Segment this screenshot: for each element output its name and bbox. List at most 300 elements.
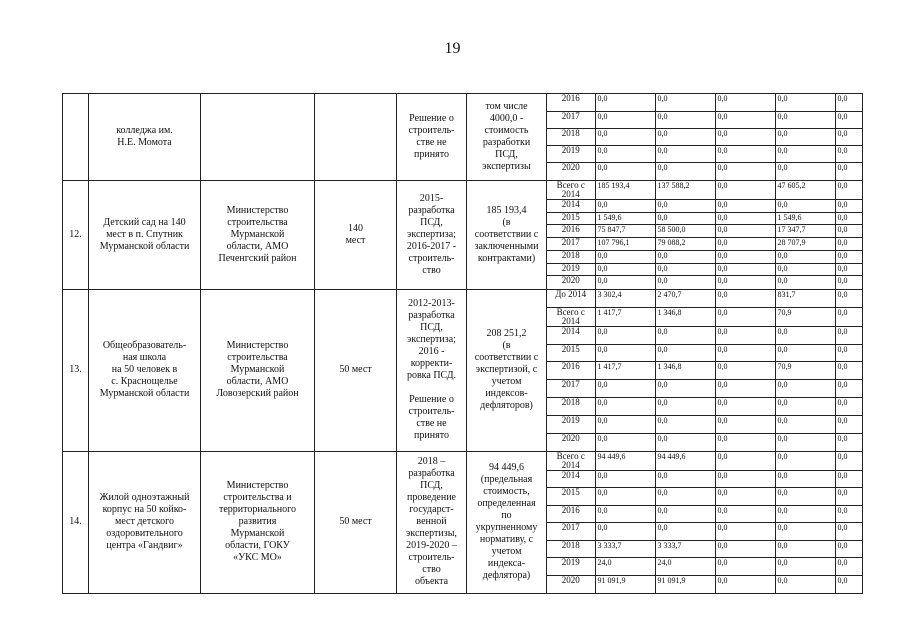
amount-cell: 0,0: [595, 433, 655, 451]
year-subtable: [547, 181, 863, 289]
amount-cell: 0,0: [655, 380, 715, 398]
amount-cell: 0,0: [655, 470, 715, 488]
year-subtable: [547, 94, 863, 180]
amount-cell: 3 333,7: [655, 540, 715, 558]
amount-cell: 0,0: [775, 488, 835, 506]
stage-line: ровка ПСД.: [406, 370, 457, 382]
amount-cell: 0,0: [835, 111, 863, 128]
stage-line: [399, 382, 464, 394]
stage-line: 2018 –: [417, 456, 446, 468]
amount-cell: 0,0: [835, 452, 863, 471]
object-name-line: Мурманской области: [99, 240, 190, 252]
year-label: 2020: [547, 433, 595, 451]
year-row: [547, 250, 863, 263]
executor-line: территориального: [218, 504, 297, 516]
table-row: [63, 180, 863, 289]
amount-cell: 0,0: [655, 212, 715, 225]
year-row: [547, 380, 863, 398]
year-row: [547, 212, 863, 225]
amount-cell: 0,0: [715, 398, 775, 416]
year-label: 2018: [547, 128, 595, 145]
year-row: [547, 128, 863, 145]
amount-cell: 0,0: [595, 326, 655, 344]
executor-line: строительства и: [223, 492, 292, 504]
amount-cell: 0,0: [835, 470, 863, 488]
amount-cell: 0,0: [835, 326, 863, 344]
year-label: Всего с 2014: [547, 307, 595, 326]
capacity: [315, 451, 397, 593]
row-number: 13.: [63, 289, 89, 451]
year-row: [547, 398, 863, 416]
cost-line: разработки: [482, 136, 531, 148]
object-name-line: ная школа: [122, 352, 167, 364]
amount-cell: 0,0: [715, 111, 775, 128]
year-label: 2020: [547, 163, 595, 180]
amount-cell: 0,0: [655, 263, 715, 276]
amount-cell: 0,0: [595, 94, 655, 111]
object-name-line: оздоровительного: [106, 528, 183, 540]
amount-cell: 1 346,8: [655, 307, 715, 326]
amount-cell: 91 091,9: [655, 575, 715, 593]
amount-cell: 0,0: [595, 415, 655, 433]
capacity-line: 140: [348, 222, 363, 234]
year-row: [547, 505, 863, 523]
amount-cell: 0,0: [595, 250, 655, 263]
executor: [201, 94, 315, 181]
amount-cell: 1 417,7: [595, 362, 655, 380]
amount-cell: 0,0: [835, 505, 863, 523]
object-name-line: с. Краснощелье: [111, 376, 178, 388]
amount-cell: 0,0: [715, 523, 775, 541]
amount-cell: 0,0: [655, 111, 715, 128]
executor-line: области, ГОКУ: [225, 540, 290, 552]
stage-line: экспертизы,: [406, 528, 457, 540]
amount-cell: 0,0: [595, 111, 655, 128]
cost-line: ПСД,: [495, 148, 518, 160]
amount-cell: 0,0: [655, 488, 715, 506]
amount-cell: 0,0: [715, 276, 775, 289]
amount-cell: 0,0: [595, 505, 655, 523]
amount-cell: 0,0: [655, 398, 715, 416]
amount-cell: 0,0: [835, 380, 863, 398]
executor: [201, 289, 315, 451]
amount-cell: 0,0: [655, 146, 715, 163]
amount-cell: 0,0: [715, 575, 775, 593]
amount-cell: 0,0: [655, 276, 715, 289]
capacity: [315, 180, 397, 289]
amount-cell: 0,0: [655, 199, 715, 212]
year-label: 2014: [547, 199, 595, 212]
executor-line: Мурманской: [230, 364, 285, 376]
amount-cell: 0,0: [835, 250, 863, 263]
stage-line: стве не: [416, 418, 447, 430]
amount-cell: 0,0: [775, 415, 835, 433]
amount-cell: 0,0: [715, 238, 775, 251]
row-number: 14.: [63, 451, 89, 593]
stage-line: строитель-: [408, 124, 455, 136]
amount-cell: 0,0: [837, 433, 848, 443]
amount-cell: 47 605,2: [775, 181, 835, 200]
cost-line: индексов-: [485, 388, 528, 400]
year-label: 2015: [547, 344, 595, 362]
amount-cell: 0,0: [775, 398, 835, 416]
amount-cell: 0,0: [655, 415, 715, 433]
executor-line: Ловозерский район: [216, 388, 299, 400]
year-row: [547, 225, 863, 238]
year-row: [547, 94, 863, 111]
object-name-line: Детский сад на 140: [103, 216, 186, 228]
stage-line: 2016 -: [418, 346, 445, 358]
year-label: 2020: [547, 276, 595, 289]
amount-cell: 24,0: [655, 558, 715, 576]
object-name-line: колледжа им.: [116, 124, 173, 136]
year-label: 2016: [547, 94, 595, 111]
stage-line: венной: [416, 516, 447, 528]
year-label: 2017: [547, 238, 595, 251]
amount-cell: 0,0: [835, 94, 863, 111]
amount-cell: 58 500,0: [655, 225, 715, 238]
amount-cell: 3 333,7: [595, 540, 655, 558]
amount-cell: 0,0: [595, 523, 655, 541]
amount-cell: 0,0: [775, 433, 835, 451]
year-label: 2018: [547, 540, 595, 558]
amount-cell: 0,0: [837, 276, 848, 286]
cost-line: 208 251,2: [486, 328, 527, 340]
amount-cell: 0,0: [837, 575, 848, 585]
year-row: [547, 415, 863, 433]
cost-line: определенная: [477, 498, 536, 510]
amount-cell: 0,0: [775, 94, 835, 111]
amount-cell: 0,0: [835, 181, 863, 200]
amount-cell: 0,0: [835, 290, 863, 308]
stage: [397, 94, 467, 181]
amount-cell: 1 549,6: [595, 212, 655, 225]
amount-cell: 0,0: [835, 415, 863, 433]
object-name: [89, 289, 201, 451]
object-name-line: мест детского: [115, 516, 174, 528]
object-name-line: мест в п. Спутник: [106, 228, 183, 240]
capacity-line: 50 мест: [339, 364, 372, 376]
cost: [467, 289, 547, 451]
cost-line: соответствии с: [474, 352, 539, 364]
funding-by-year: [547, 180, 863, 289]
year-row: [547, 344, 863, 362]
object-name: [89, 94, 201, 181]
amount-cell: 1 549,6: [775, 212, 835, 225]
stage: [397, 451, 467, 593]
amount-cell: 0,0: [775, 344, 835, 362]
amount-cell: 0,0: [715, 558, 775, 576]
stage-line: Решение о: [409, 112, 454, 124]
funding-by-year: [547, 289, 863, 451]
cost-line: экспертизой, с: [475, 364, 538, 376]
amount-cell: 0,0: [595, 146, 655, 163]
amount-cell: 0,0: [595, 263, 655, 276]
year-subtable: [547, 452, 863, 593]
table-row: [63, 94, 863, 181]
stage-line: ПСД,: [420, 480, 443, 492]
year-row: [547, 433, 863, 451]
stage-line: строитель-: [408, 552, 455, 564]
amount-cell: 0,0: [655, 326, 715, 344]
stage-line: ство: [422, 564, 441, 576]
amount-cell: 79 088,2: [655, 238, 715, 251]
year-label: 2019: [547, 558, 595, 576]
capacity: [315, 94, 397, 181]
stage-line: экспертиза;: [407, 334, 456, 346]
funding-by-year: [547, 94, 863, 181]
amount-cell: 0,0: [715, 452, 775, 471]
amount-cell: 1 346,8: [655, 362, 715, 380]
amount-cell: 0,0: [715, 181, 775, 200]
year-row: [547, 575, 863, 593]
amount-cell: 0,0: [775, 326, 835, 344]
amount-cell: 0,0: [715, 250, 775, 263]
capacity-line: мест: [345, 234, 366, 246]
amount-cell: 0,0: [715, 290, 775, 308]
year-label: 2015: [547, 488, 595, 506]
cost-line: (в: [502, 340, 511, 352]
amount-cell: 0,0: [715, 225, 775, 238]
cost-line: 185 193,4: [486, 204, 527, 216]
year-row: [547, 488, 863, 506]
amount-cell: 0,0: [595, 163, 655, 180]
year-row: [547, 146, 863, 163]
table-row: [63, 289, 863, 451]
year-label: 2018: [547, 398, 595, 416]
amount-cell: 70,9: [775, 307, 835, 326]
amount-cell: 0,0: [655, 128, 715, 145]
year-label: 2017: [547, 111, 595, 128]
year-row: [547, 523, 863, 541]
amount-cell: 0,0: [835, 307, 863, 326]
cost-line: дефляторов): [480, 400, 533, 412]
amount-cell: 0,0: [835, 199, 863, 212]
amount-cell: 0,0: [655, 344, 715, 362]
cost-line: контрактами): [477, 252, 536, 264]
stage-line: строитель-: [408, 406, 455, 418]
object-name-line: Общеобразователь-: [102, 340, 187, 352]
year-label: 2020: [547, 575, 595, 593]
row-number: [63, 94, 89, 181]
amount-cell: 0,0: [715, 505, 775, 523]
stage: [397, 289, 467, 451]
amount-cell: 0,0: [655, 505, 715, 523]
year-label: 2018: [547, 250, 595, 263]
year-label: До 2014: [547, 290, 595, 308]
year-row: [547, 558, 863, 576]
stage-line: объекта: [414, 576, 449, 588]
amount-cell: 185 193,4: [595, 181, 655, 200]
year-row: [547, 111, 863, 128]
amount-cell: 0,0: [655, 163, 715, 180]
object-name: [89, 451, 201, 593]
amount-cell: 70,9: [775, 362, 835, 380]
amount-cell: 0,0: [595, 128, 655, 145]
year-label: 2014: [547, 470, 595, 488]
amount-cell: 0,0: [775, 276, 835, 289]
amount-cell: 0,0: [595, 199, 655, 212]
amount-cell: 0,0: [835, 344, 863, 362]
executor-line: развития: [238, 516, 277, 528]
amount-cell: 0,0: [775, 558, 835, 576]
executor-line: Министерство: [226, 340, 289, 352]
year-label: 2014: [547, 326, 595, 344]
amount-cell: 0,0: [715, 326, 775, 344]
stage-line: экспертиза;: [407, 228, 456, 240]
amount-cell: 831,7: [775, 290, 835, 308]
executor-line: «УКС МО»: [233, 552, 282, 564]
amount-cell: 0,0: [775, 250, 835, 263]
year-label: 2015: [547, 212, 595, 225]
amount-cell: 0,0: [775, 470, 835, 488]
year-row: [547, 452, 863, 471]
year-row: [547, 470, 863, 488]
amount-cell: 1 417,7: [595, 307, 655, 326]
year-label: 2017: [547, 523, 595, 541]
executor-line: области, АМО: [226, 376, 289, 388]
amount-cell: 0,0: [775, 111, 835, 128]
cost: [467, 180, 547, 289]
cost-line: дефлятора): [482, 570, 531, 582]
cost-line: стоимость,: [483, 486, 530, 498]
amount-cell: 0,0: [775, 146, 835, 163]
amount-cell: 0,0: [837, 163, 848, 173]
object-name-line: центра «Гандвиг»: [106, 540, 183, 552]
object-name-line: корпус на 50 койко-: [102, 504, 187, 516]
cost-line: 4000,0 -: [489, 112, 524, 124]
amount-cell: 0,0: [835, 540, 863, 558]
stage: [397, 180, 467, 289]
stage-line: ство: [422, 264, 441, 276]
amount-cell: 17 347,7: [775, 225, 835, 238]
year-label: Всего с 2014: [547, 181, 595, 200]
amount-cell: 0,0: [655, 523, 715, 541]
investment-table: [62, 93, 863, 594]
year-row: [547, 163, 863, 180]
cost-line: индекса-: [487, 558, 526, 570]
amount-cell: 0,0: [715, 307, 775, 326]
stage-line: принято: [414, 430, 449, 442]
amount-cell: 0,0: [835, 523, 863, 541]
cost-line: по: [501, 510, 512, 522]
amount-cell: 0,0: [775, 163, 835, 180]
amount-cell: 0,0: [835, 362, 863, 380]
amount-cell: 0,0: [775, 263, 835, 276]
capacity-line: 50 мест: [339, 516, 372, 528]
amount-cell: 0,0: [715, 128, 775, 145]
amount-cell: 0,0: [715, 263, 775, 276]
amount-cell: 0,0: [595, 380, 655, 398]
executor: [201, 180, 315, 289]
amount-cell: 0,0: [715, 362, 775, 380]
amount-cell: 0,0: [595, 398, 655, 416]
amount-cell: 0,0: [775, 199, 835, 212]
amount-cell: 137 588,2: [655, 181, 715, 200]
amount-cell: 107 796,1: [595, 238, 655, 251]
amount-cell: 0,0: [715, 380, 775, 398]
year-label: 2019: [547, 263, 595, 276]
amount-cell: 0,0: [715, 94, 775, 111]
year-subtable: [547, 290, 863, 451]
amount-cell: 28 707,9: [775, 238, 835, 251]
year-label: Всего с 2014: [547, 452, 595, 471]
stage-line: 2016-2017 -: [406, 240, 457, 252]
stage-line: государст-: [409, 504, 454, 516]
executor-line: Печенгский район: [218, 252, 297, 264]
executor-line: области, АМО: [226, 240, 289, 252]
amount-cell: 0,0: [715, 415, 775, 433]
stage-line: корректи-: [410, 358, 453, 370]
year-row: [547, 276, 863, 289]
amount-cell: 0,0: [595, 344, 655, 362]
amount-cell: 0,0: [775, 128, 835, 145]
amount-cell: 0,0: [835, 146, 863, 163]
amount-cell: 0,0: [715, 488, 775, 506]
cost-line: укрупненному: [475, 522, 538, 534]
cost-line: экспертизы: [482, 160, 531, 172]
amount-cell: 0,0: [595, 488, 655, 506]
amount-cell: 0,0: [835, 558, 863, 576]
cost-line: заключенными: [474, 240, 539, 252]
year-label: 2016: [547, 225, 595, 238]
stage-line: Решение о: [409, 394, 454, 406]
year-label: 2017: [547, 380, 595, 398]
amount-cell: 0,0: [835, 398, 863, 416]
amount-cell: 0,0: [715, 199, 775, 212]
amount-cell: 75 847,7: [595, 225, 655, 238]
executor-line: Мурманской: [230, 528, 285, 540]
stage-line: строитель-: [408, 252, 455, 264]
amount-cell: 2 470,7: [655, 290, 715, 308]
cost-line: учетом: [491, 376, 522, 388]
cost-line: нормативу, с: [479, 534, 534, 546]
executor-line: Мурманской: [230, 228, 285, 240]
year-row: [547, 326, 863, 344]
amount-cell: 0,0: [835, 488, 863, 506]
amount-cell: 0,0: [835, 128, 863, 145]
object-name-line: Жилой одноэтажный: [99, 492, 190, 504]
stage-line: стве не: [416, 136, 447, 148]
executor: [201, 451, 315, 593]
amount-cell: 0,0: [715, 163, 775, 180]
amount-cell: 0,0: [835, 263, 863, 276]
executor-line: строительства: [227, 216, 288, 228]
year-label: 2016: [547, 505, 595, 523]
amount-cell: 0,0: [715, 212, 775, 225]
stage-line: проведение: [407, 492, 456, 504]
object-name-line: Н.Е. Момота: [117, 136, 172, 148]
object-name-line: Мурманской области: [99, 388, 190, 400]
amount-cell: 0,0: [655, 433, 715, 451]
cost: [467, 94, 547, 181]
cost-line: (в: [502, 216, 511, 228]
amount-cell: 0,0: [655, 250, 715, 263]
year-row: [547, 540, 863, 558]
amount-cell: 0,0: [835, 212, 863, 225]
amount-cell: 0,0: [775, 452, 835, 471]
amount-cell: 0,0: [775, 380, 835, 398]
executor-line: Министерство: [226, 204, 289, 216]
cost-line: учетом: [491, 546, 522, 558]
year-row: [547, 263, 863, 276]
cost-line: стоимость: [484, 124, 529, 136]
year-row: [547, 238, 863, 251]
amount-cell: 0,0: [775, 505, 835, 523]
cost-line: том числе: [485, 100, 528, 112]
executor-line: строительства: [227, 352, 288, 364]
amount-cell: 0,0: [595, 276, 655, 289]
